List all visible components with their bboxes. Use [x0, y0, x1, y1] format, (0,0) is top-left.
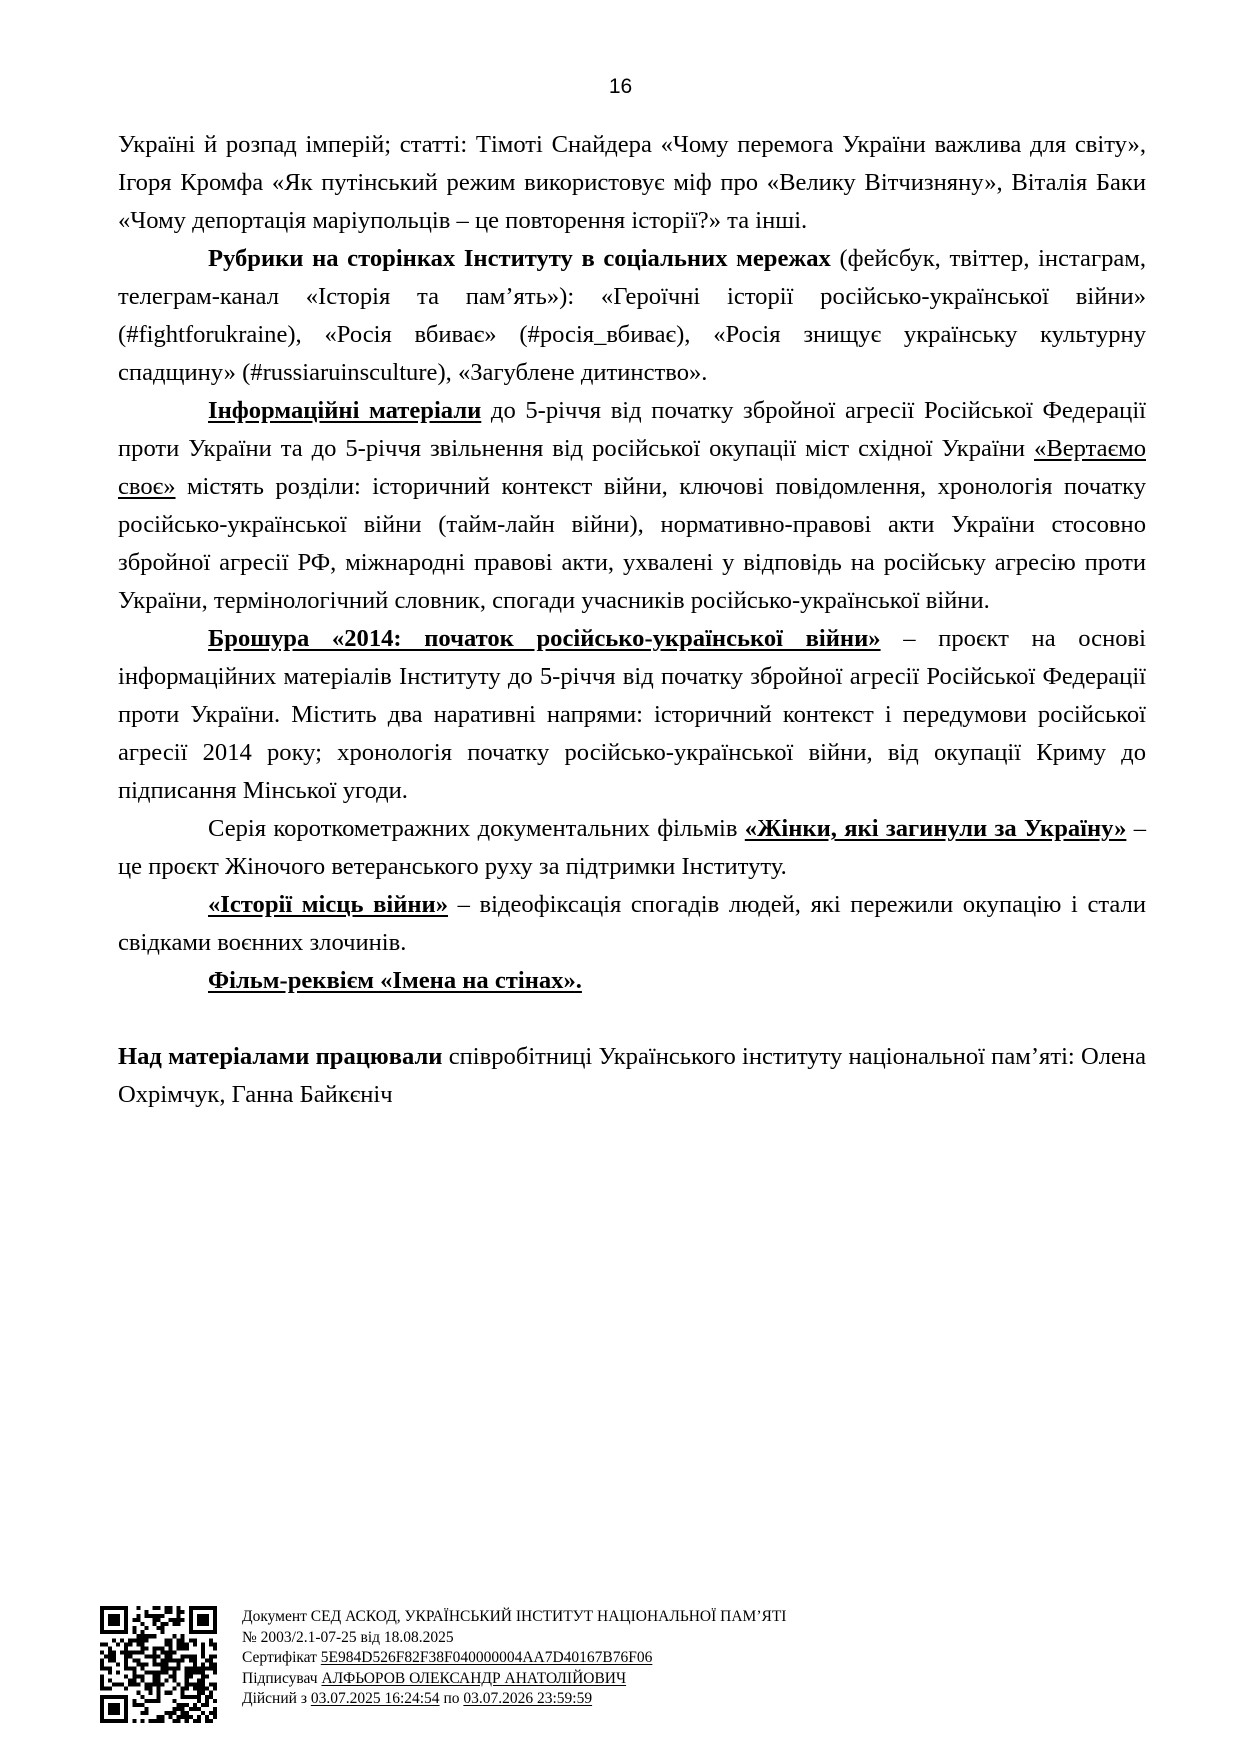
text-run: Україні й розпад імперій; статті: Тімоті Снайдера «Чому перемога України важлива для світу», Ігоря Кромфа «Як путінський режим використовує міф про «Велику Вітчизняну», Віталія Баки «Чому депортація маріупольців – це повторення історії?» та інші.: [118, 131, 1146, 234]
text-run: – проєкт на основі інформаційних матеріалів Інституту до 5-річчя від початку збройної агресії Російської Федерації проти України. Містить два наративні напрями: історичний контекст і передумови російської агресії 2014 року; хронологія початку російсько-української війни, від окупації Криму до підписання Мінської угоди.: [118, 625, 1146, 804]
link-info-materials[interactable]: Інформаційні матеріали: [208, 397, 482, 424]
valid-from: 03.07.2025 16:24:54: [310, 1690, 440, 1708]
text-run: (фейсбук, твіттер, інстаграм, телеграм-канал «Історія та пам’ять»): «Героїчні історії російсько-української війни» (#fightforukraine), «Росія вбиває» (#росія_вбиває), «Росія знищує українську культурну спадщину» (#russiaruinsculture), «Загублене дитинство».: [118, 245, 1146, 386]
signature-block: [242, 1607, 786, 1710]
paragraph-articles: [118, 126, 1146, 240]
qr-code-icon: [100, 1606, 217, 1723]
text-run: – відеофіксація спогадів людей, які пережили окупацію і стали свідками воєнних злочинів.: [118, 891, 1147, 956]
link-brochure-2014[interactable]: Брошура «2014: початок російсько-української війни»: [208, 625, 881, 652]
signature-certificate: [242, 1648, 786, 1669]
certificate-label: Сертифікат: [242, 1649, 321, 1667]
e-signature-footer: [100, 1606, 880, 1736]
text-run: співробітниці Українського інституту національної пам’яті: Олена Охрімчук, Ганна Байкєніч: [118, 1043, 1146, 1108]
page-number: 16: [608, 75, 633, 98]
certificate-value: 5E984D526F82F38F040000004AA7D40167B76F06: [320, 1649, 653, 1667]
link-film-requiem[interactable]: Фільм-реквієм «Імена на стінах».: [208, 967, 582, 994]
link-vertaemo-svoe[interactable]: «Вертаємо своє»: [118, 435, 1146, 500]
paragraph-war-places: [118, 886, 1146, 962]
paragraph-authors: [118, 1038, 1146, 1114]
heading-social-rubrics: Рубрики на сторінках Інституту в соціальних мережах: [208, 245, 831, 272]
valid-mid: по: [439, 1690, 464, 1708]
paragraph-info-materials: [118, 392, 1146, 620]
signature-validity: [242, 1689, 786, 1710]
text-run: Серія короткометражних документальних фільмів: [208, 815, 745, 842]
heading-authors: Над матеріалами працювали: [118, 1043, 443, 1070]
signer-label: Підписувач: [242, 1669, 322, 1687]
valid-label: Дійсний з: [242, 1690, 311, 1708]
signature-doc-number: № 2003/2.1-07-25 від 18.08.2025: [242, 1628, 454, 1646]
text-run: містять розділи: історичний контекст війни, ключові повідомлення, хронологія початку російсько-української війни (тайм-лайн війни), нормативно-правові акти України стосовно збройної агресії РФ, міжнародні правові акти, ухвалені у відповідь на російську агресію проти України, термінологічний словник, спогади учасників російсько-української війни.: [118, 473, 1146, 614]
paragraph-films-series: [118, 810, 1146, 886]
signature-system: Документ СЕД АСКОД, УКРАЇНСЬКИЙ ІНСТИТУТ НАЦІОНАЛЬНОЇ ПАМ’ЯТІ: [242, 1608, 787, 1625]
paragraph-brochure: [118, 620, 1146, 810]
text-run: – це проєкт Жіночого ветеранського руху за підтримки Інституту.: [118, 815, 1146, 880]
link-women-who-died[interactable]: «Жінки, які загинули за Україну»: [744, 815, 1127, 842]
text-run: до 5-річчя від початку збройної агресії Російської Федерації проти України та до 5-річчя звільнення від російської окупації міст східної України: [118, 397, 1146, 462]
paragraph-requiem: [118, 962, 1146, 1000]
link-war-places-stories[interactable]: «Історії місць війни»: [208, 891, 449, 918]
signer-value: АЛФЬОРОВ ОЛЕКСАНДР АНАТОЛІЙОВИЧ: [321, 1669, 627, 1687]
document-body: [118, 126, 1146, 1114]
valid-to: 03.07.2026 23:59:59: [463, 1690, 593, 1708]
paragraph-social-rubrics: [118, 240, 1146, 392]
signature-signer: [242, 1669, 786, 1690]
